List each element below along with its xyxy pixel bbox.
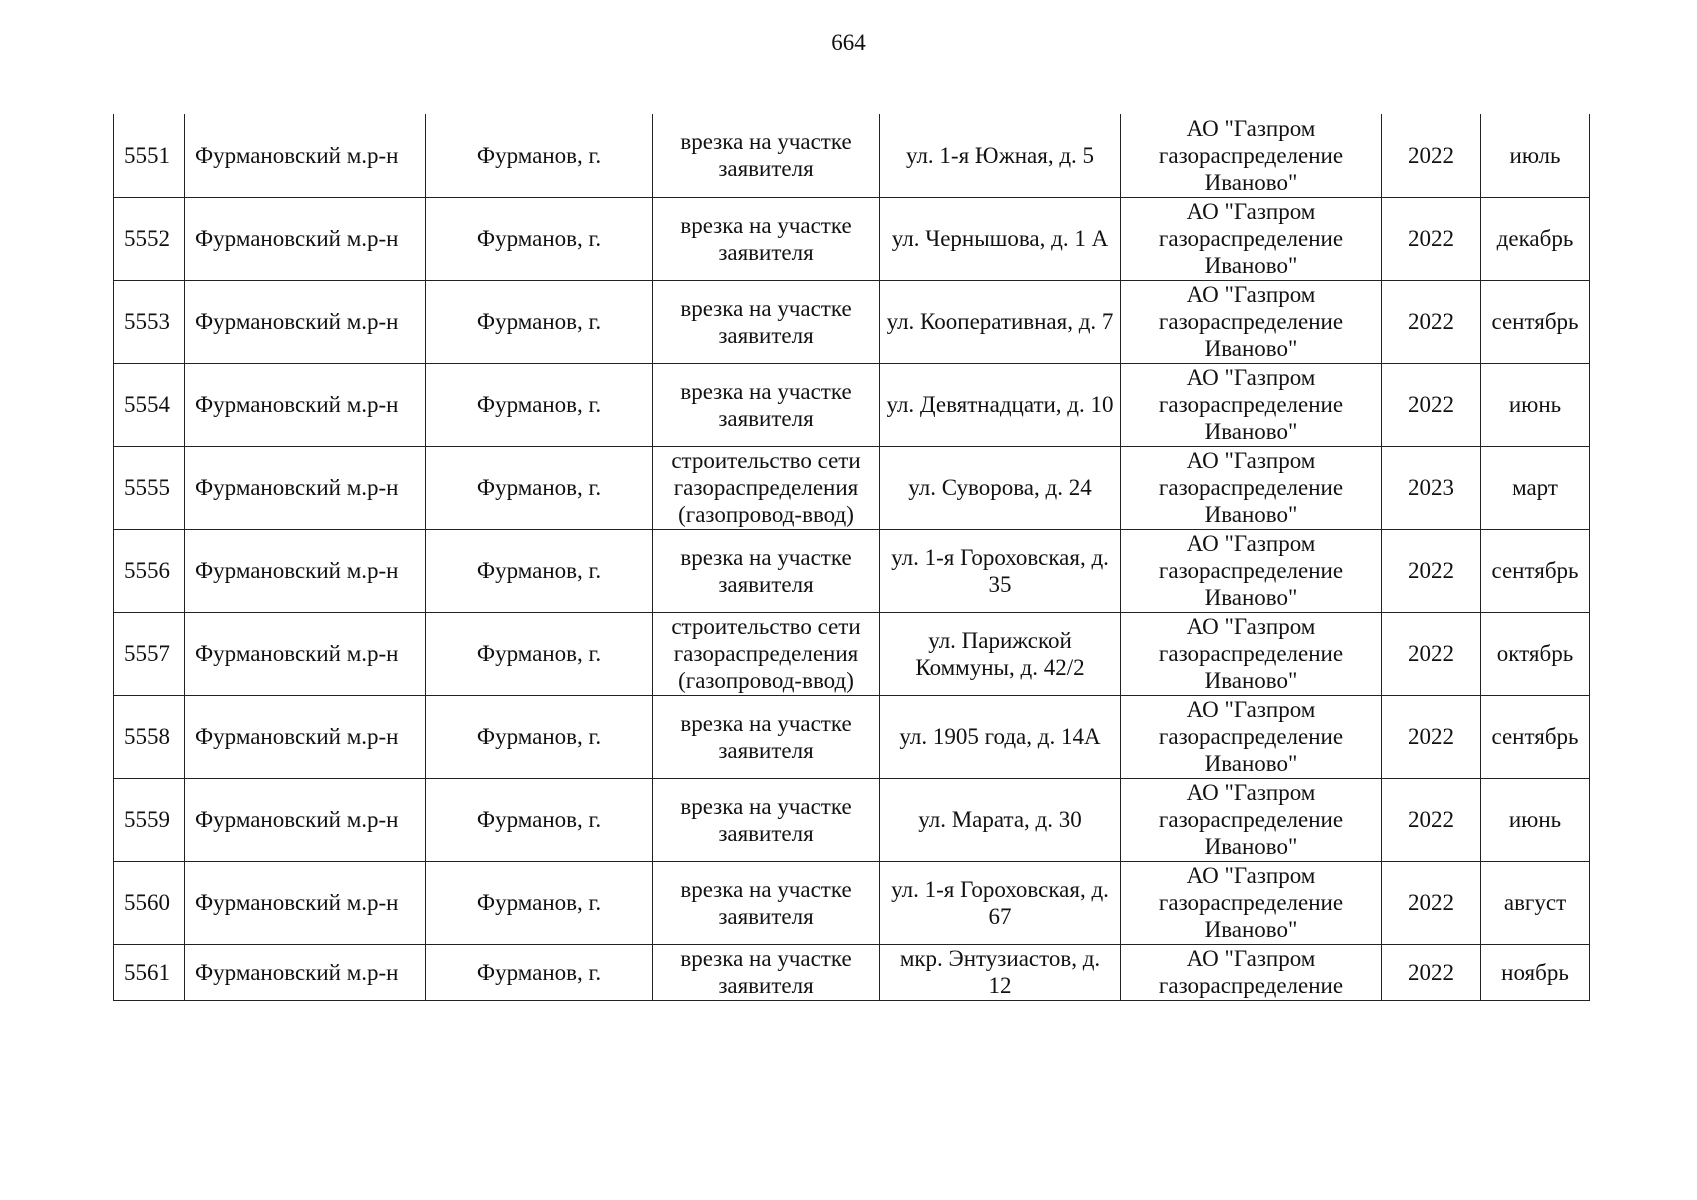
district-cell: Фурмановский м.р-н [185, 861, 426, 944]
address-cell: ул. Чернышова, д. 1 А [880, 197, 1121, 280]
locality-cell: Фурманов, г. [426, 280, 653, 363]
year-cell: 2022 [1382, 861, 1481, 944]
organization-cell: АО "Газпром газораспределение Иваново" [1121, 280, 1382, 363]
month-cell: июнь [1481, 778, 1590, 861]
year-cell: 2022 [1382, 695, 1481, 778]
address-cell: ул. 1905 года, д. 14А [880, 695, 1121, 778]
district-cell: Фурмановский м.р-н [185, 280, 426, 363]
month-cell: июль [1481, 114, 1590, 197]
row-number: 5556 [114, 529, 185, 612]
year-cell: 2022 [1382, 114, 1481, 197]
address-cell: ул. 1-я Южная, д. 5 [880, 114, 1121, 197]
year-cell: 2022 [1382, 529, 1481, 612]
work-type-cell: врезка на участке заявителя [653, 114, 880, 197]
year-cell: 2022 [1382, 280, 1481, 363]
table-row [114, 944, 1590, 1000]
month-cell: август [1481, 861, 1590, 944]
locality-cell: Фурманов, г. [426, 695, 653, 778]
year-cell: 2022 [1382, 197, 1481, 280]
district-cell: Фурмановский м.р-н [185, 363, 426, 446]
page-number: 664 [831, 30, 866, 55]
organization-cell [1121, 944, 1382, 1000]
row-number: 5561 [114, 944, 185, 1000]
year-cell: 2022 [1382, 944, 1481, 1000]
year-cell: 2023 [1382, 446, 1481, 529]
row-number: 5553 [114, 280, 185, 363]
locality-cell: Фурманов, г. [426, 944, 653, 1000]
locality-cell: Фурманов, г. [426, 363, 653, 446]
district-cell: Фурмановский м.р-н [185, 612, 426, 695]
month-cell: сентябрь [1481, 280, 1590, 363]
table-row [114, 861, 1590, 944]
row-number: 5560 [114, 861, 185, 944]
work-type-cell: врезка на участке заявителя [653, 861, 880, 944]
year-cell: 2022 [1382, 778, 1481, 861]
district-cell: Фурмановский м.р-н [185, 197, 426, 280]
address-cell: ул. Девятнадцати, д. 10 [880, 363, 1121, 446]
work-type-cell: врезка на участке заявителя [653, 197, 880, 280]
work-type-cell [653, 944, 880, 1000]
district-cell: Фурмановский м.р-н [185, 695, 426, 778]
table-row [114, 778, 1590, 861]
month-cell: ноябрь [1481, 944, 1590, 1000]
work-type-text: врезка на участке заявителя [680, 946, 852, 998]
gas-connection-table [113, 114, 1590, 1001]
row-number: 5552 [114, 197, 185, 280]
work-type-cell: строительство сети газораспределения (газопровод-ввод) [653, 446, 880, 529]
organization-cell: АО "Газпром газораспределение Иваново" [1121, 446, 1382, 529]
work-type-cell: врезка на участке заявителя [653, 363, 880, 446]
organization-cell: АО "Газпром газораспределение Иваново" [1121, 695, 1382, 778]
address-text: мкр. Энтузиастов, д. 12 [899, 946, 1101, 998]
district-cell: Фурмановский м.р-н [185, 778, 426, 861]
district-cell: Фурмановский м.р-н [185, 114, 426, 197]
locality-cell: Фурманов, г. [426, 446, 653, 529]
table-row [114, 695, 1590, 778]
address-cell [880, 944, 1121, 1000]
month-cell: декабрь [1481, 197, 1590, 280]
organization-cell: АО "Газпром газораспределение Иваново" [1121, 197, 1382, 280]
row-number: 5558 [114, 695, 185, 778]
row-number: 5559 [114, 778, 185, 861]
table-row [114, 280, 1590, 363]
table-row [114, 612, 1590, 695]
month-cell: июнь [1481, 363, 1590, 446]
row-number: 5554 [114, 363, 185, 446]
table-row [114, 197, 1590, 280]
organization-cell: АО "Газпром газораспределение Иваново" [1121, 363, 1382, 446]
organization-cell: АО "Газпром газораспределение Иваново" [1121, 114, 1382, 197]
locality-cell: Фурманов, г. [426, 778, 653, 861]
row-number: 5551 [114, 114, 185, 197]
table-row [114, 529, 1590, 612]
organization-cell: АО "Газпром газораспределение Иваново" [1121, 529, 1382, 612]
row-number: 5557 [114, 612, 185, 695]
month-cell: сентябрь [1481, 695, 1590, 778]
year-cell: 2022 [1382, 363, 1481, 446]
address-cell: ул. 1-я Гороховская, д. 67 [880, 861, 1121, 944]
address-cell: ул. 1-я Гороховская, д. 35 [880, 529, 1121, 612]
row-number: 5555 [114, 446, 185, 529]
organization-text: АО "Газпром газораспределение [1158, 946, 1344, 998]
organization-cell: АО "Газпром газораспределение Иваново" [1121, 612, 1382, 695]
locality-cell: Фурманов, г. [426, 197, 653, 280]
month-cell: март [1481, 446, 1590, 529]
district-cell: Фурмановский м.р-н [185, 944, 426, 1000]
organization-cell: АО "Газпром газораспределение Иваново" [1121, 861, 1382, 944]
organization-cell: АО "Газпром газораспределение Иваново" [1121, 778, 1382, 861]
locality-cell: Фурманов, г. [426, 114, 653, 197]
table-row [114, 446, 1590, 529]
work-type-cell: врезка на участке заявителя [653, 695, 880, 778]
address-cell: ул. Марата, д. 30 [880, 778, 1121, 861]
table-row [114, 363, 1590, 446]
locality-cell: Фурманов, г. [426, 529, 653, 612]
address-cell: ул. Суворова, д. 24 [880, 446, 1121, 529]
district-cell: Фурмановский м.р-н [185, 529, 426, 612]
locality-cell: Фурманов, г. [426, 612, 653, 695]
address-cell: ул. Кооперативная, д. 7 [880, 280, 1121, 363]
month-cell: сентябрь [1481, 529, 1590, 612]
work-type-cell: строительство сети газораспределения (газопровод-ввод) [653, 612, 880, 695]
locality-cell: Фурманов, г. [426, 861, 653, 944]
address-cell: ул. Парижской Коммуны, д. 42/2 [880, 612, 1121, 695]
work-type-cell: врезка на участке заявителя [653, 529, 880, 612]
work-type-cell: врезка на участке заявителя [653, 280, 880, 363]
district-cell: Фурмановский м.р-н [185, 446, 426, 529]
table-row [114, 114, 1590, 197]
month-cell: октябрь [1481, 612, 1590, 695]
work-type-cell: врезка на участке заявителя [653, 778, 880, 861]
year-cell: 2022 [1382, 612, 1481, 695]
